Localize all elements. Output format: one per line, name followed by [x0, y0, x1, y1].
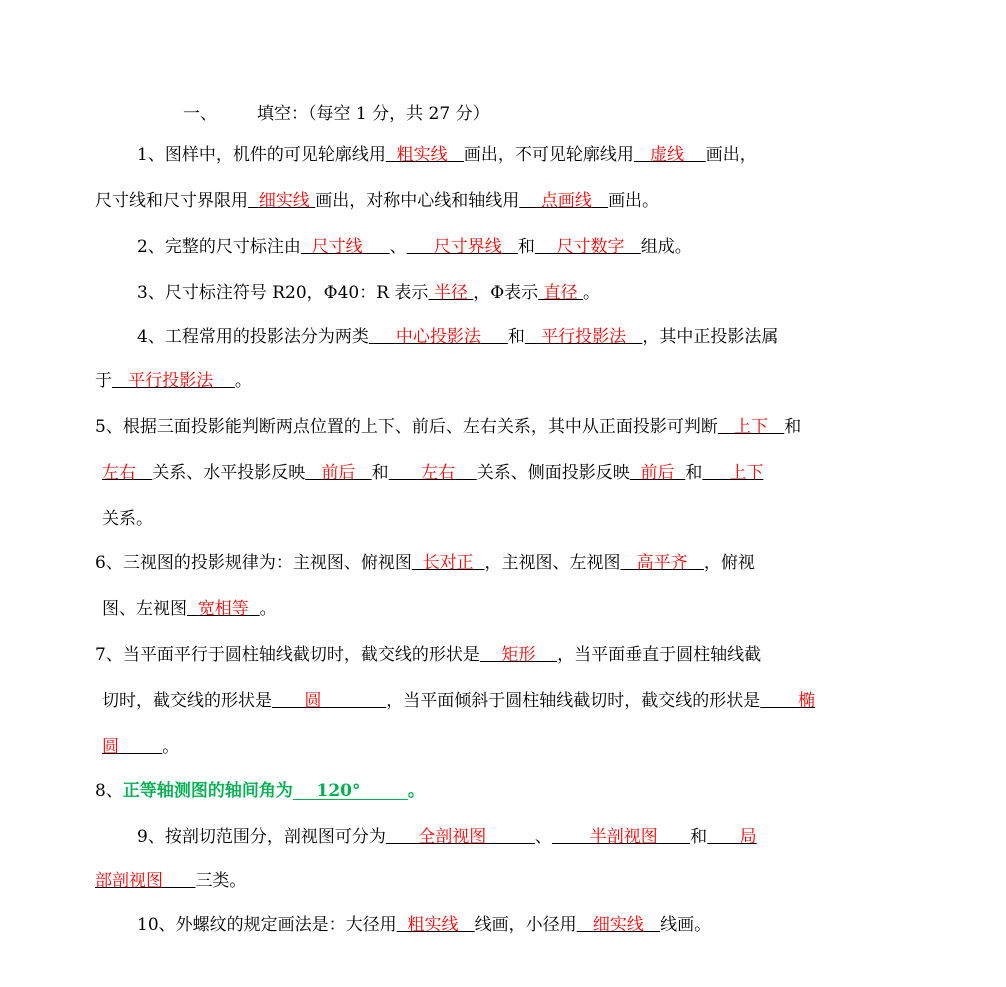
question-9-line-2: 部剖视图 三类。: [95, 871, 247, 891]
answer: 平行投影法: [541, 327, 627, 347]
answer: 全剖视图: [418, 827, 487, 847]
answer: 直径: [543, 283, 578, 303]
answer: 细实线: [258, 191, 310, 211]
answer: 120°: [316, 781, 361, 801]
question-5-line-3: 关系。: [102, 509, 153, 529]
question-6-line-1: 6、三视图的投影规律为：主视图、俯视图 长对正 ，主视图、左视图 高平齐 ，俯视: [95, 553, 755, 573]
question-5-line-1: 5、根据三面投影能判断两点位置的上下、前后、左右关系，其中从正面投影可判断 上下 和: [95, 417, 802, 437]
question-4-line-2: 于 平行投影法 。: [95, 371, 252, 391]
answer: 虚线: [650, 145, 685, 165]
answer: 矩形: [501, 645, 536, 665]
answer: 半剖视图: [589, 827, 658, 847]
question-3: 3、尺寸标注符号 R20，Φ40：R 表示 半径 ，Φ表示 直径 。: [137, 283, 600, 303]
answer: 中心投影法: [395, 327, 481, 347]
answer: 粗实线: [396, 145, 448, 165]
answer: 圆: [102, 737, 119, 757]
answer: 局: [739, 827, 757, 847]
answer: 前后: [640, 463, 675, 483]
question-8: 8、正等轴测图的轴间角为 120° 。: [95, 781, 425, 801]
answer: 尺寸界线: [433, 237, 502, 257]
question-7-line-3: 圆 。: [102, 737, 180, 757]
answer: 细实线: [592, 915, 644, 935]
answer: 平行投影法: [128, 371, 214, 391]
answer: 部剖视图: [95, 871, 163, 891]
question-1-line-1: 1、图样中，机件的可见轮廓线用 粗实线 画出，不可见轮廓线用 虚线 画出，: [137, 145, 757, 165]
answer: 上下: [729, 463, 764, 483]
question-7-line-2: 切时，截交线的形状是 圆 ，当平面倾斜于圆柱轴线截切时，截交线的形状是 椭: [102, 691, 816, 711]
question-5-line-2: 左右 关系、水平投影反映 前后 和 左右 关系、侧面投影反映 前后 和 上下: [102, 463, 764, 483]
answer: 宽相等: [197, 599, 249, 619]
answer: 前后: [321, 463, 356, 483]
answer: 点画线: [540, 191, 592, 211]
answer: 上下: [734, 417, 769, 437]
answer: 粗实线: [407, 915, 459, 935]
answer: 椭: [798, 691, 816, 711]
answer: 高平齐: [636, 553, 688, 573]
answer: 尺寸线: [311, 237, 363, 257]
question-9-line-1: 9、按剖切范围分，剖视图可分为 全剖视图 、 半剖视图 和 局: [137, 827, 757, 847]
question-6-line-2: 图、左视图 宽相等 。: [102, 599, 277, 619]
answer: 尺寸数字: [556, 237, 625, 257]
question-10: 10、外螺纹的规定画法是：大径用 粗实线 线画，小径用 细实线 线画。: [137, 915, 712, 935]
answer: 圆: [304, 691, 322, 711]
question-4-line-1: 4、工程常用的投影法分为两类 中心投影法 和 平行投影法 ，其中正投影法属: [137, 327, 779, 347]
answer: 半径: [433, 283, 468, 303]
section-title: 一、 填空：（每空 1 分，共 27 分）: [183, 104, 490, 124]
answer: 左右: [421, 463, 456, 483]
question-1-line-2: 尺寸线和尺寸界限用 细实线 画出，对称中心线和轴线用 点画线 画出。: [95, 191, 660, 211]
question-7-line-1: 7、当平面平行于圆柱轴线截切时，截交线的形状是 矩形 ，当平面垂直于圆柱轴线截: [95, 645, 762, 665]
answer: 长对正: [422, 553, 474, 573]
question-2: 2、完整的尺寸标注由 尺寸线 、 尺寸界线 和 尺寸数字 组成。: [137, 237, 692, 257]
answer: 左右: [102, 463, 136, 483]
